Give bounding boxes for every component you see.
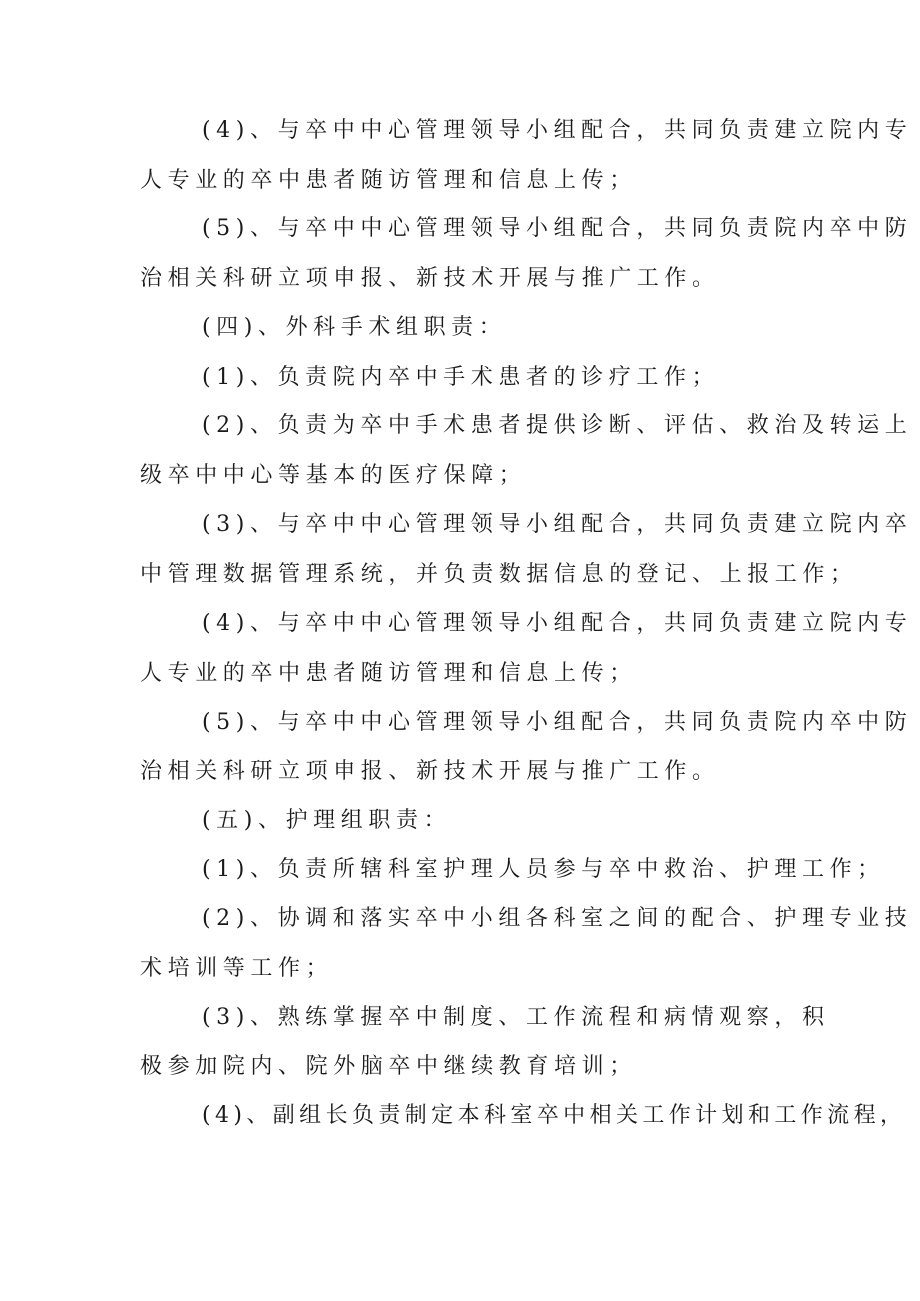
- paragraph-line: 术培训等工作；: [140, 956, 334, 981]
- paragraph-line: (5)、与卒中中心管理领导小组配合，共同负责院内卒中防: [202, 216, 913, 241]
- paragraph-line: (5)、与卒中中心管理领导小组配合，共同负责院内卒中防: [202, 710, 913, 735]
- paragraph-line: (3)、与卒中中心管理领导小组配合，共同负责建立院内卒: [202, 512, 913, 537]
- paragraph-line: 人专业的卒中患者随访管理和信息上传；: [140, 661, 637, 686]
- section-heading: (五)、护理组职责：: [202, 808, 452, 833]
- paragraph-line: (2)、协调和落实卒中小组各科室之间的配合、护理专业技: [202, 906, 913, 931]
- paragraph-line: 级卒中中心等基本的医疗保障；: [140, 463, 527, 488]
- paragraph-line: (1)、负责所辖科室护理人员参与卒中救治、护理工作；: [202, 857, 885, 882]
- paragraph-line: (4)、副组长负责制定本科室卒中相关工作计划和工作流程，: [202, 1103, 907, 1128]
- paragraph-line: 极参加院内、院外脑卒中继续教育培训；: [140, 1054, 637, 1079]
- paragraph-line: (1)、负责院内卒中手术患者的诊疗工作；: [202, 365, 720, 390]
- paragraph-line: 中管理数据管理系统，并负责数据信息的登记、上报工作；: [140, 562, 858, 587]
- paragraph-line: (4)、与卒中中心管理领导小组配合，共同负责建立院内专: [202, 611, 913, 636]
- paragraph-line: 治相关科研立项申报、新技术开展与推广工作。: [140, 759, 720, 784]
- paragraph-line: (4)、与卒中中心管理领导小组配合，共同负责建立院内专: [202, 118, 913, 143]
- paragraph-line: 治相关科研立项申报、新技术开展与推广工作。: [140, 266, 720, 291]
- section-heading: (四)、外科手术组职责：: [202, 315, 507, 340]
- paragraph-line: 人专业的卒中患者随访管理和信息上传；: [140, 168, 637, 193]
- paragraph-line: (2)、负责为卒中手术患者提供诊断、评估、救治及转运上: [202, 413, 913, 438]
- paragraph-line: (3)、熟练掌握卒中制度、工作流程和病情观察，积: [202, 1005, 830, 1030]
